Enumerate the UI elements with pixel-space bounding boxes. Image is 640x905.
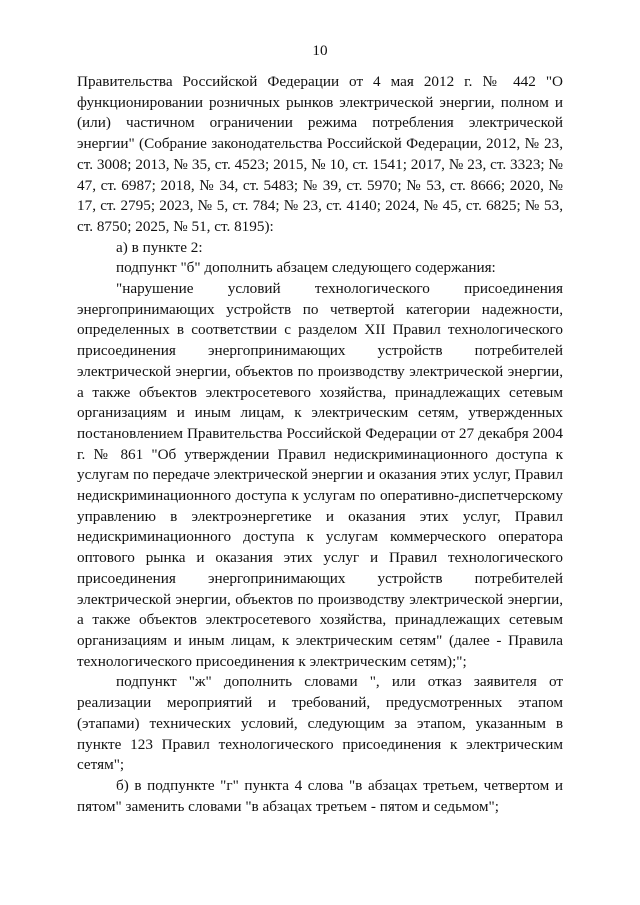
- paragraph-item-a: а) в пункте 2:: [116, 238, 203, 256]
- paragraph-subitem-b-intro: подпункт "б" дополнить абзацем следующего содержания:: [116, 259, 496, 277]
- paragraph-item-b: б) в подпункте "г" пункта 4 слова "в абзацах третьем, четвертом и пятом" заменить словами "в абзацах третьем - пятом и седьмом";: [77, 776, 563, 815]
- paragraph-decree-reference: Правительства Российской Федерации от 4 мая 2012 г. № 442 "О функционировании розничных рынков электрической энергии, полном и (или) частичном ограничении режима потребления электрической энергии" (Собрание законодательства Российской Федерации, 2012, № 23, ст. 3008; 2013, № 35, ст. 4523; 2015, № 10, ст. 1541; 2017, № 23, ст. 3323; № 47, ст. 6987; 2018, № 34, ст. 5483; № 39, ст. 5970; № 53, ст. 8666; 2020, № 17, ст. 2795; 2023, № 5, ст. 784; № 23, ст. 4140; 2024, № 45, ст. 6825; № 53, ст. 8750; 2025, № 51, ст. 8195):: [77, 73, 563, 235]
- paragraph-subitem-zh: подпункт "ж" дополнить словами ", или отказ заявителя от реализации мероприятий и требований, предусмотренных этапом (этапами) технических условий, следующим за этапом, указанным в пункте 123 Правил технологического присоединения к электрическим сетям";: [77, 673, 563, 774]
- document-body: [77, 72, 563, 817]
- paragraph-subitem-b-text: "нарушение условий технологического присоединения энергопринимающих устройств по четвертой категории надежности, определенных в соответствии с разделом XII Правил технологического присоединения энергопринимающих устройств потребителей электрической энергии, объектов по производству электрической энергии, а также объектов электросетевого хозяйства, принадлежащих сетевым организациям и иным лицам, к электрическим сетям, утвержденных постановлением Правительства Российской Федерации от 27 декабря 2004 г. № 861 "Об утверждении Правил недискриминационного доступа к услугам по передаче электрической энергии и оказания этих услуг, Правил недискриминационного доступа к услугам по оперативно-диспетчерскому управлению в электроэнергетике и оказания этих услуг, Правил недискриминационного доступа к услугам коммерческого оператора оптового рынка и оказания этих услуг и Правил технологического присоединения энергопринимающих устройств потребителей электрической энергии, объектов по производству электрической энергии, а также объектов электросетевого хозяйства, принадлежащих сетевым организациям и иным лицам, к электрическим сетям" (далее - Правила технологического присоединения к электрическим сетям);";: [77, 280, 563, 670]
- page-number: 10: [312, 42, 328, 59]
